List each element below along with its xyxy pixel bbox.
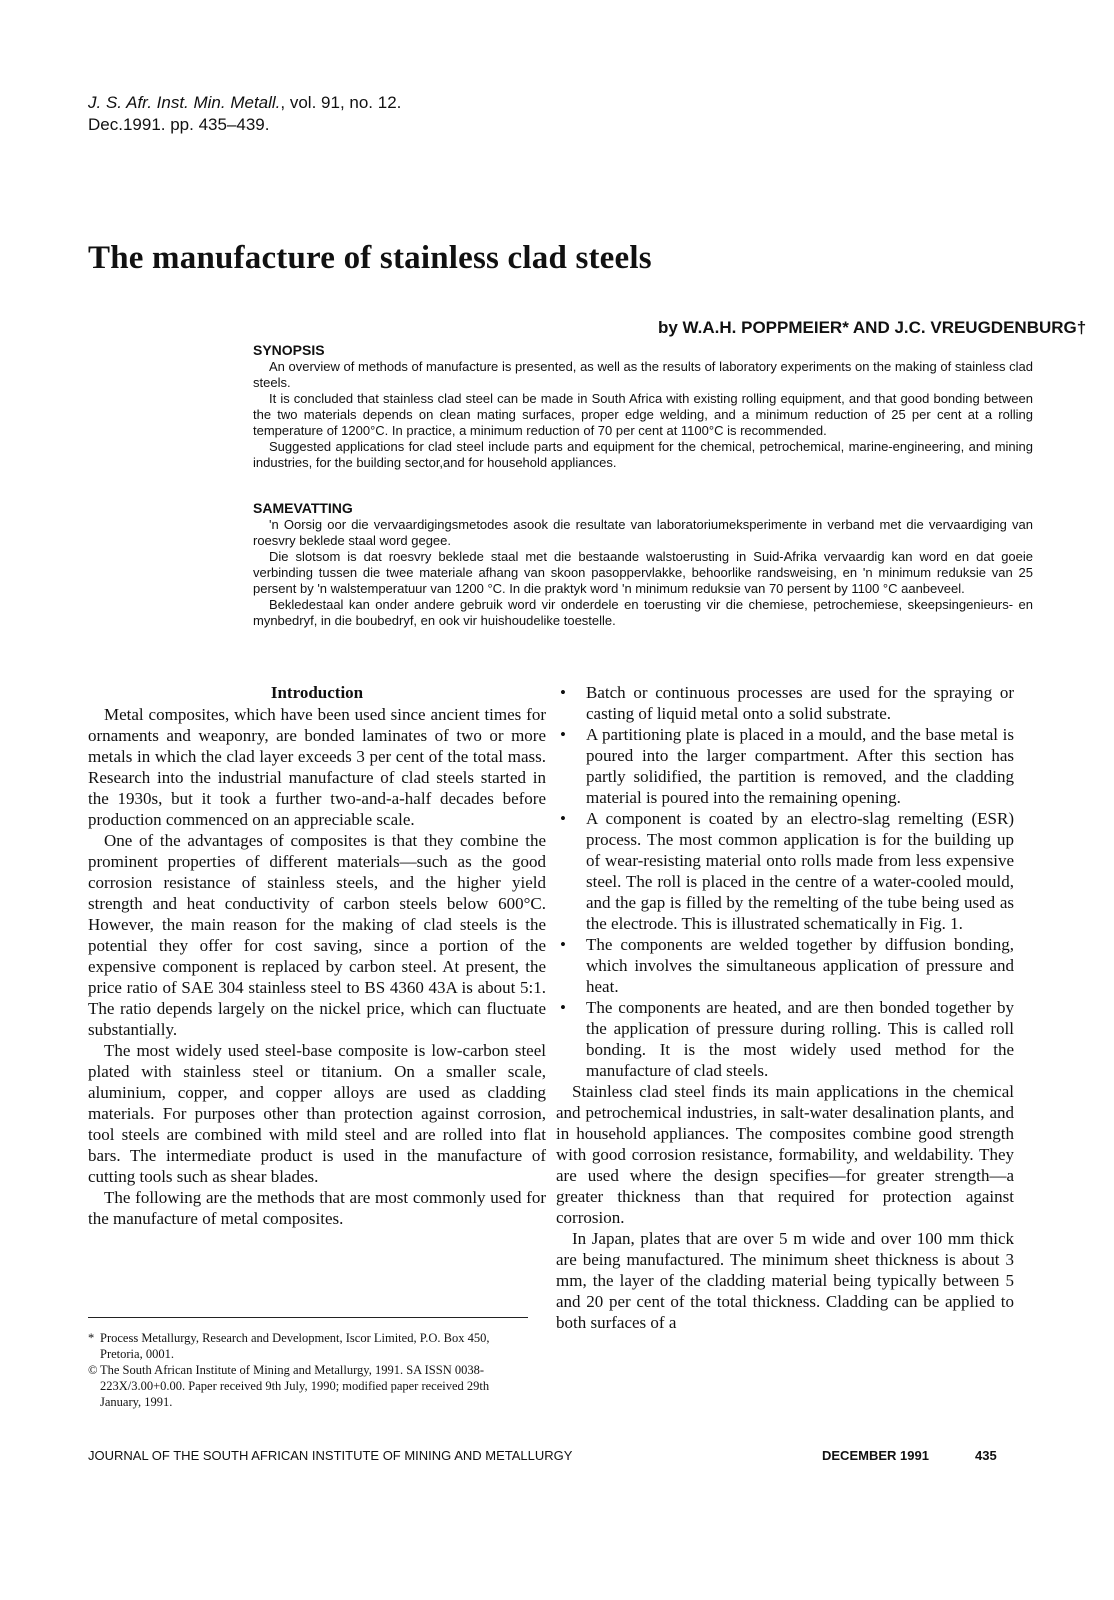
article-title: The manufacture of stainless clad steels xyxy=(88,240,652,276)
footer-date: DECEMBER 1991 xyxy=(822,1448,929,1463)
introduction-paragraph: The following are the methods that are most commonly used for the manufacture of metal composites. xyxy=(88,1188,546,1228)
synopsis-paragraph: It is concluded that stainless clad steel can be made in South Africa with existing rolling equipment, and that good bonding between the two materials depends on clean mating surfaces, proper edge welding, and a minimum reduction of 25 per cent at a rolling temperature of 1200°C. In practice, a minimum reduction of 70 per cent at 1100°C is recommended. xyxy=(253,391,1033,438)
method-text: Batch or continuous processes are used for the spraying or casting of liquid metal onto a solid substrate. xyxy=(586,683,1014,723)
copyright-footnote xyxy=(88,1362,528,1410)
page-number: 435 xyxy=(975,1448,997,1463)
samevatting-heading: SAMEVATTING xyxy=(253,500,353,516)
footer-journal-name: JOURNAL OF THE SOUTH AFRICAN INSTITUTE OF MINING AND METALLURGY xyxy=(88,1448,573,1463)
copyright-icon: © xyxy=(88,1363,98,1377)
footnote-divider xyxy=(88,1317,528,1318)
affiliation-text: Process Metallurgy, Research and Development, Iscor Limited, P.O. Box 450, Pretoria, 0001. xyxy=(100,1331,490,1361)
method-text: The components are welded together by diffusion bonding, which involves the simultaneous application of pressure and heat. xyxy=(586,935,1014,996)
synopsis-heading: SYNOPSIS xyxy=(253,342,325,358)
synopsis-paragraph: An overview of methods of manufacture is presented, as well as the results of laboratory experiments on the making of stainless clad steels. xyxy=(253,359,1033,390)
introduction-paragraph: The most widely used steel-base composite is low-carbon steel plated with stainless steel or titanium. On a smaller scale, aluminium, copper, and copper alloys are used as cladding materials. For purposes other than protection against corrosion, tool steels are combined with mild steel and are rolled into flat bars. The intermediate product is used in the manufacture of cutting tools such as shear blades. xyxy=(88,1041,546,1186)
bullet-icon: • xyxy=(560,683,566,702)
synopsis-section xyxy=(253,342,1033,471)
samevatting-paragraph: 'n Oorsig oor die vervaardigingsmetodes asook die resultate van laboratoriumeksperimente in verband met die vervaardiging van roesvry beklede staal word gegee. xyxy=(253,517,1033,548)
right-column xyxy=(556,682,1014,1333)
journal-abbreviation: J. S. Afr. Inst. Min. Metall. xyxy=(88,93,281,112)
method-text: The components are heated, and are then bonded together by the application of pressure during rolling. This is called roll bonding. It is the most widely used method for the manufacture of clad steels. xyxy=(586,998,1014,1080)
synopsis-paragraph: Suggested applications for clad steel include parts and equipment for the chemical, petrochemical, marine-engineering, and mining industries, for the building sector,and for household appliances. xyxy=(253,439,1033,470)
methods-list xyxy=(556,682,1014,1081)
journal-citation xyxy=(88,92,401,136)
volume-issue: , vol. 91, no. 12. xyxy=(280,93,402,112)
list-item xyxy=(556,997,1014,1081)
method-text: A partitioning plate is placed in a mould, and the base metal is poured into the larger compartment. After this section has partly solidified, the partition is removed, and the cladding material is poured into the remaining opening. xyxy=(586,725,1014,807)
list-item xyxy=(556,808,1014,934)
introduction-paragraph: One of the advantages of composites is that they combine the prominent properties of different materials—such as the good corrosion resistance of stainless steels, and the higher yield strength and heat conductivity of carbon steels below 600°C. However, the main reason for the making of clad steels is the potential they offer for cost saving, since a portion of the expensive component is replaced by carbon steel. At present, the price ratio of SAE 304 stainless steel to BS 4360 43A is about 5:1. The ratio depends largely on the nickel price, which can fluctuate substantially. xyxy=(88,831,546,1039)
list-item xyxy=(556,682,1014,724)
bullet-icon: • xyxy=(560,809,566,828)
bullet-icon: • xyxy=(560,725,566,744)
introduction-paragraph: Metal composites, which have been used since ancient times for ornaments and weaponry, are bonded laminates of two or more metals in which the clad layer exceeds 3 per cent of the total mass. Research into the industrial manufacture of clad steels started in the 1930s, but it took a further two-and-a-half decades before production commenced on an appreciable scale. xyxy=(88,705,546,829)
date-pages: Dec.1991. pp. 435–439. xyxy=(88,115,270,134)
left-column xyxy=(88,682,546,1229)
introduction-heading: Introduction xyxy=(270,683,364,702)
samevatting-paragraph: Die slotsom is dat roesvry beklede staal met die bestaande walstoerusting in Suid-Afrika vervaardig kan word en dat goeie verbinding tussen die twee materiale afhang van skoon pasoppervlakke, behoorlike randsweising, en 'n minimum reduksie van 25 persent by 'n walstemperatuur van 1200 °C. In die praktyk word 'n minimum reduksie van 70 persent by 1100 °C aanbeveel. xyxy=(253,549,1033,596)
method-text: A component is coated by an electro-slag remelting (ESR) process. The most common application is for the building up of wear-resisting material onto rolls made from less expensive steel. The roll is placed in the centre of a water-cooled mould, and the gap is filled by the remelting of the tube being used as the electrode. This is illustrated schematically in Fig. 1. xyxy=(586,809,1014,933)
footnotes xyxy=(88,1330,528,1410)
list-item xyxy=(556,934,1014,997)
list-item xyxy=(556,724,1014,808)
footnote-mark: * xyxy=(88,1331,95,1345)
samevatting-paragraph: Bekledestaal kan onder andere gebruik word vir onderdele en toerusting vir die chemiese, petrochemiese, skeepsingenieurs- en mynbedryf, in die boubedryf, en ook vir huishoudelike toestelle. xyxy=(253,597,1033,628)
body-paragraph: Stainless clad steel finds its main applications in the chemical and petrochemical industries, in salt-water desalination plants, and in household appliances. The composites combine good strength with good corrosion resistance, formability, and weldability. They are used where the design specifies—for greater strength—a greater thickness than that required for protection against corrosion. xyxy=(556,1082,1014,1227)
copyright-text: The South African Institute of Mining and Metallurgy, 1991. SA ISSN 0038-223X/3.00+0.00. Paper received 9th July, 1990; modified paper received 29th January, 1991. xyxy=(100,1363,490,1409)
body-paragraph: In Japan, plates that are over 5 m wide and over 100 mm thick are being manufactured. The minimum sheet thickness is about 3 mm, the layer of the cladding material being typically between 5 and 20 per cent of the total thickness. Cladding can be applied to both surfaces of a xyxy=(556,1229,1014,1332)
bullet-icon: • xyxy=(560,998,566,1017)
bullet-icon: • xyxy=(560,935,566,954)
samevatting-section xyxy=(253,500,1033,629)
citation-line-1 xyxy=(88,92,401,114)
author-byline: by W.A.H. POPPMEIER* AND J.C. VREUGDENBURG† xyxy=(658,318,1087,337)
affiliation-footnote xyxy=(88,1330,528,1362)
